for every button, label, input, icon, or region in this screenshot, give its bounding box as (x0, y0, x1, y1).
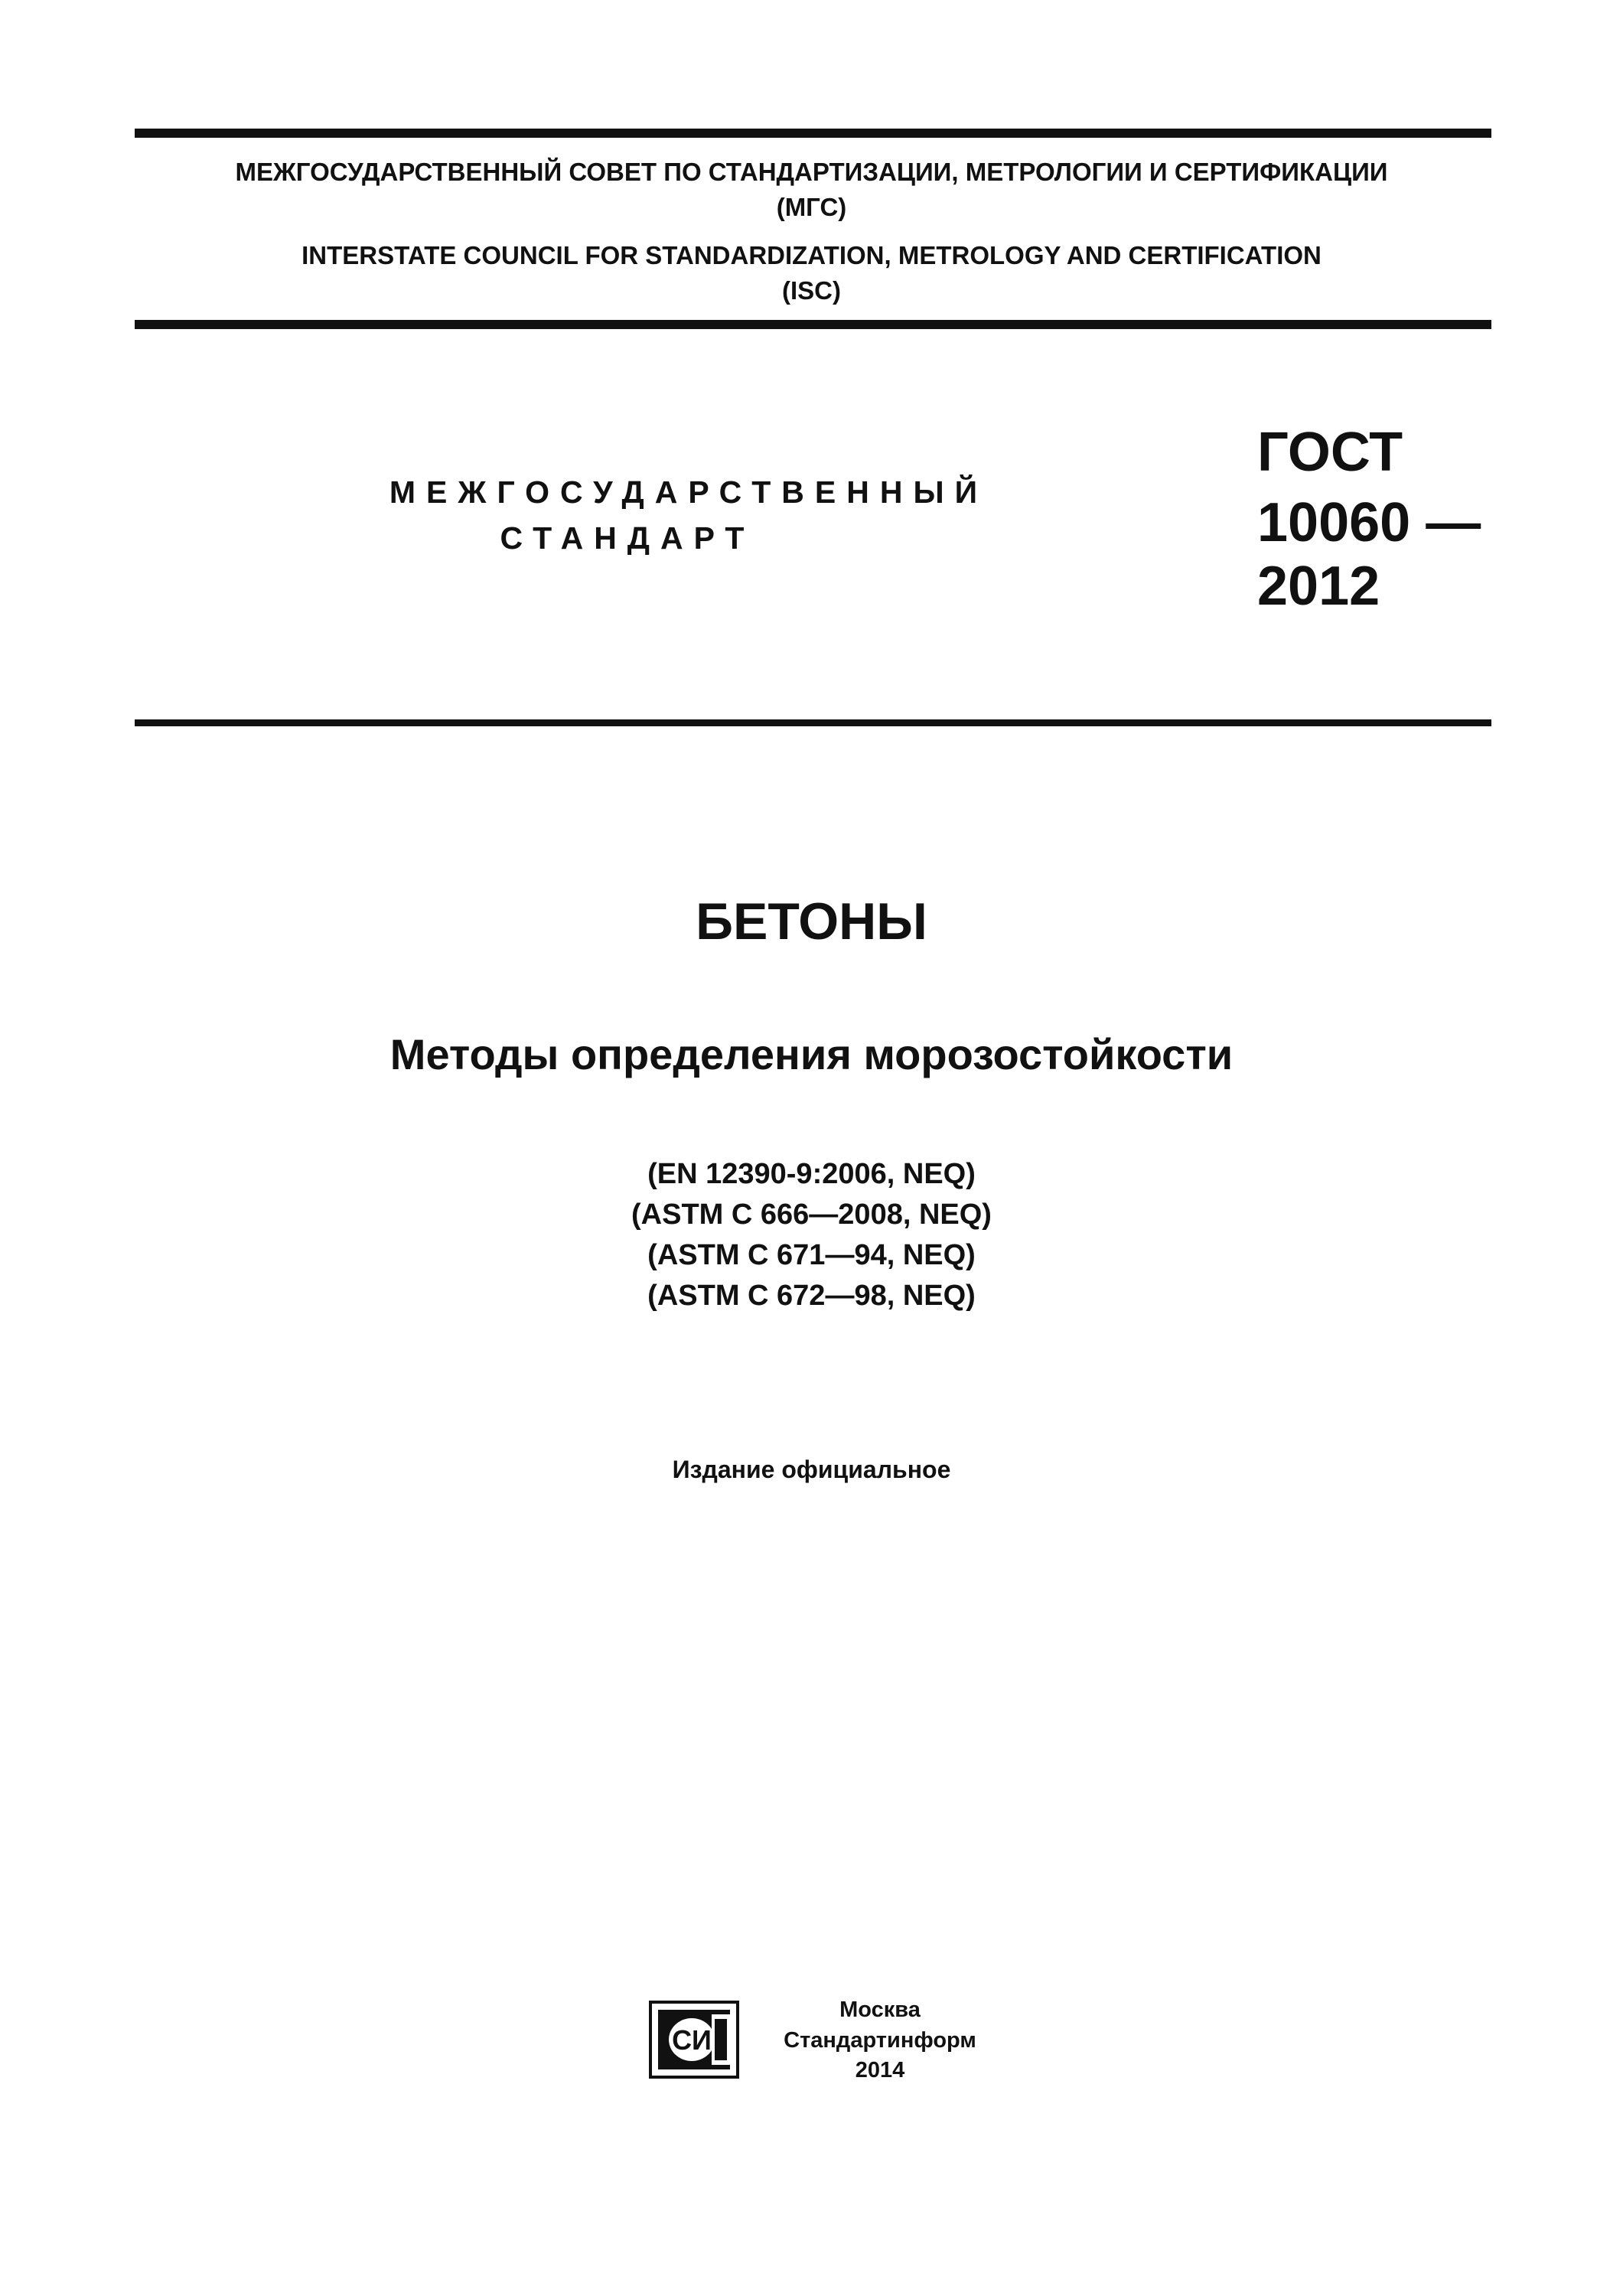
publisher-city: Москва (839, 1998, 921, 2022)
header-bottom-rule (135, 320, 1491, 329)
council-abbr-ru: (МГС) (776, 193, 847, 221)
standard-type-line2: СТАНДАРТ (500, 520, 755, 556)
publisher-year: 2014 (855, 2058, 905, 2082)
edition-label: Издание официальное (672, 1456, 951, 1483)
reference-item: (EN 12390-9:2006, NEQ) (647, 1158, 976, 1190)
standard-type-line1: МЕЖГОСУДАРСТВЕННЫЙ (389, 475, 989, 510)
reference-list (0, 1154, 1623, 1316)
gost-designation-year: 2012 (1257, 556, 1380, 617)
reference-item: (ASTM C 671—94, NEQ) (647, 1239, 976, 1271)
designation-bottom-rule (135, 719, 1491, 726)
council-abbr-en: (ISC) (782, 276, 841, 305)
gost-designation-line1: ГОСТ (1257, 422, 1403, 483)
svg-text:СИ: СИ (672, 2024, 712, 2056)
council-name-ru: МЕЖГОСУДАРСТВЕННЫЙ СОВЕТ ПО СТАНДАРТИЗАЦИИ, МЕТРОЛОГИИ И СЕРТИФИКАЦИИ (235, 158, 1388, 186)
standartinform-logo-icon (647, 1999, 741, 2080)
reference-item: (ASTM C 666—2008, NEQ) (631, 1199, 992, 1231)
reference-item: (ASTM C 672—98, NEQ) (647, 1280, 976, 1312)
document-subtitle: Методы определения морозостойкости (389, 1030, 1234, 1078)
document-title: БЕТОНЫ (696, 892, 927, 951)
publisher-name: Стандартинформ (784, 2028, 976, 2053)
council-name-en: INTERSTATE COUNCIL FOR STANDARDIZATION, METROLOGY AND CERTIFICATION (301, 241, 1322, 269)
top-rule (135, 129, 1491, 138)
gost-designation-line2: 10060 — (1257, 492, 1481, 553)
